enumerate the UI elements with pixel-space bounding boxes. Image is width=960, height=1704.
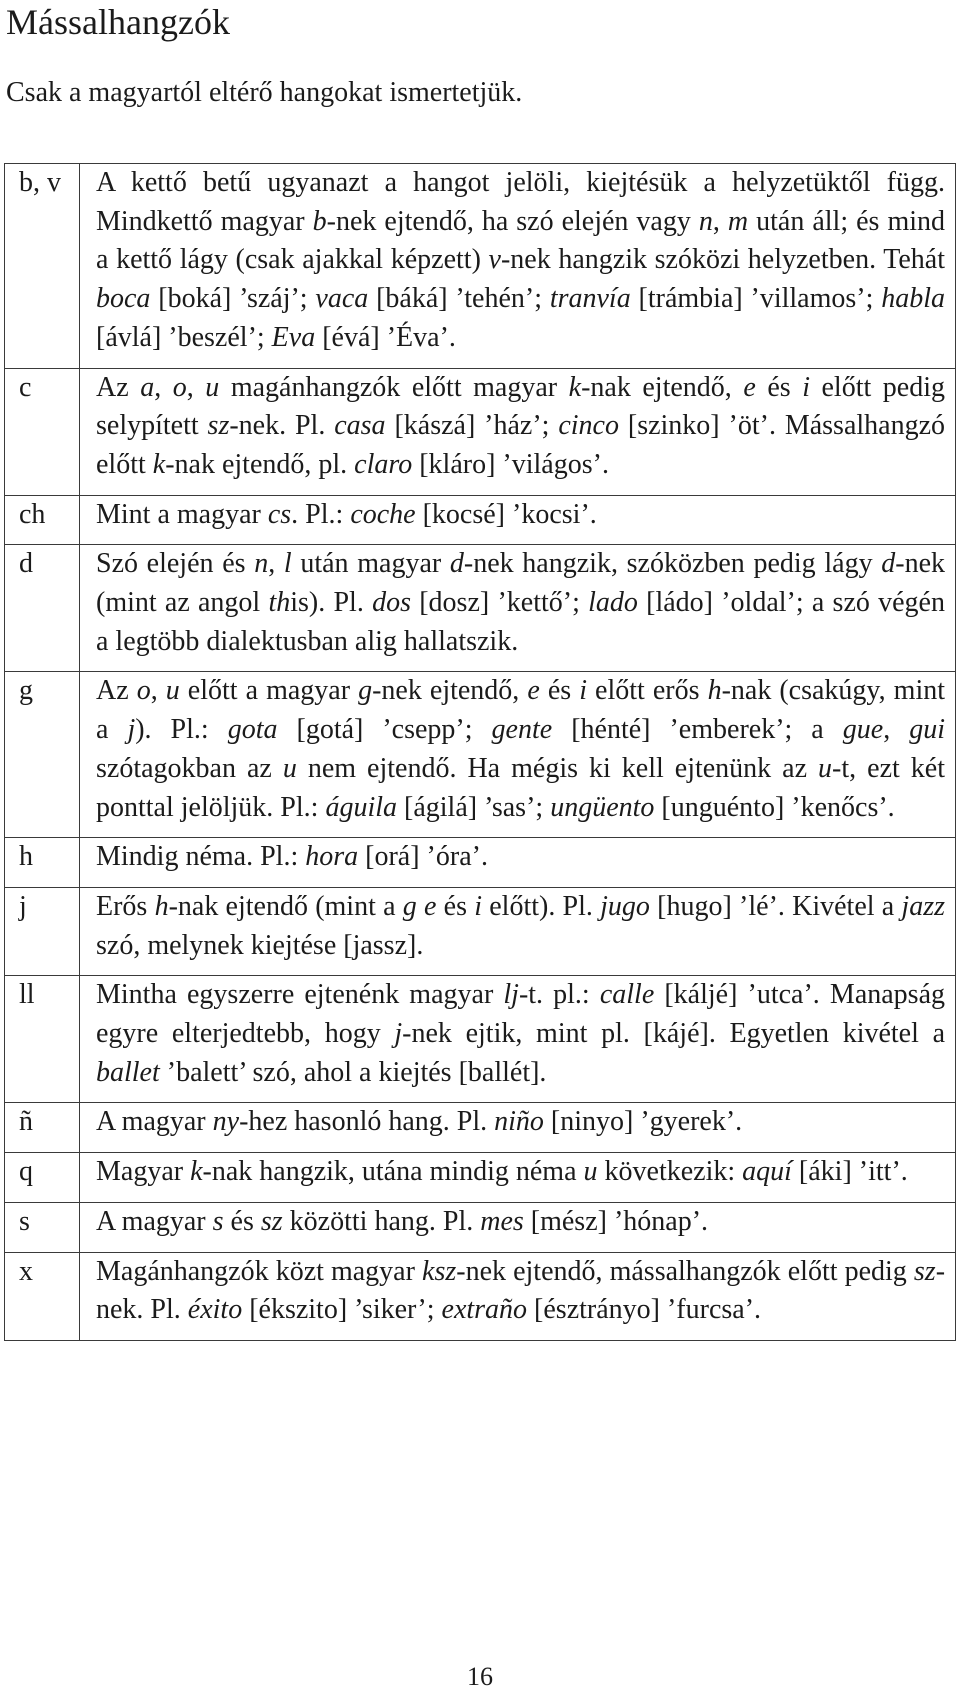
example-word: dos: [372, 587, 411, 619]
description-text: -nek hangzik, szóközben pedig lágy: [463, 548, 882, 580]
example-word: cinco: [558, 410, 619, 442]
description-text: [ékszito] ’siker’;: [242, 1294, 442, 1326]
description-text: [orá] ’óra’.: [358, 841, 488, 873]
description-cell: [80, 838, 956, 888]
description-text: -t. pl.:: [518, 979, 600, 1011]
description-text: [káljé] ’utca’. Manapság egyre elterjedtebb, hogy: [96, 979, 945, 1050]
description-cell: [80, 1153, 956, 1203]
example-word: gui: [909, 714, 945, 746]
example-word: u: [818, 752, 833, 784]
description-text: előtt a magyar: [179, 675, 359, 707]
description-text: ). Pl.:: [135, 714, 228, 746]
description-text: [ávlá] ’beszél’;: [96, 321, 272, 353]
letter-cell: d: [5, 545, 80, 672]
example-word: a: [140, 371, 155, 403]
example-word: cs: [267, 498, 292, 530]
description-text: -hez hasonló hang. Pl.: [239, 1106, 495, 1138]
description-text: Szó elején és: [96, 548, 255, 580]
description-text: ,: [712, 205, 728, 237]
description-text: előtt pedig selypített: [96, 371, 946, 442]
example-word: h: [707, 675, 722, 707]
example-word: o: [136, 675, 151, 707]
description-text: [kászá] ’ház’;: [385, 410, 559, 442]
description-text: [hénté] ’emberek’; a: [552, 714, 843, 746]
example-word: n: [698, 205, 713, 237]
description-cell: [80, 887, 956, 975]
description-text: -nak ejtendő (mint a: [168, 890, 403, 922]
example-word: águila: [325, 791, 398, 823]
description-text: [ninyo] ’gyerek’.: [543, 1106, 743, 1138]
description-text: Magyar: [96, 1156, 191, 1188]
letter-cell: g: [5, 672, 80, 838]
description-text: közötti hang. Pl.: [282, 1205, 481, 1237]
example-word: sz: [207, 410, 230, 442]
description-text: [boká] ’száj’;: [150, 283, 316, 315]
letter-cell: c: [5, 368, 80, 495]
description-cell: [80, 495, 956, 545]
table-row: [5, 1202, 956, 1252]
table-row: [5, 976, 956, 1103]
letter-cell: q: [5, 1153, 80, 1203]
table-row: [5, 495, 956, 545]
table-row: [5, 1153, 956, 1203]
letter-cell: x: [5, 1252, 80, 1340]
example-word: h: [154, 890, 169, 922]
description-text: ,: [150, 675, 166, 707]
table-row: [5, 1252, 956, 1340]
letter-cell: j: [5, 887, 80, 975]
description-text: ,: [268, 548, 284, 580]
example-word: ksz: [422, 1255, 457, 1287]
description-text: és: [539, 675, 580, 707]
letter-cell: b, v: [5, 164, 80, 369]
example-word: i: [579, 675, 587, 707]
table-row: [5, 1103, 956, 1153]
letter-cell: h: [5, 838, 80, 888]
description-text: -nek hangzik szóközi helyzetben. Tehát: [500, 244, 945, 276]
description-cell: [80, 368, 956, 495]
example-word: casa: [334, 410, 386, 442]
description-text: [trámbia] ’villamos’;: [630, 283, 882, 315]
example-word: u: [205, 371, 220, 403]
description-text: után magyar: [291, 548, 450, 580]
example-word: éxito: [187, 1294, 243, 1326]
description-text: Magánhangzók közt magyar: [96, 1255, 423, 1287]
example-word: boca: [96, 283, 151, 315]
example-word: e: [743, 371, 756, 403]
page-title: Mássalhangzók: [6, 2, 230, 42]
example-word: claro: [354, 448, 413, 480]
description-text: és: [223, 1205, 261, 1237]
description-cell: [80, 976, 956, 1103]
description-text: -nek ejtendő, ha szó elején vagy: [326, 205, 699, 237]
description-cell: [80, 1103, 956, 1153]
example-word: n: [254, 548, 269, 580]
example-word: k: [152, 448, 166, 480]
description-text: [kocsé] ’kocsi’.: [415, 498, 597, 530]
example-word: i: [474, 890, 482, 922]
description-text: -t, ezt két ponttal jelöljük. Pl.:: [96, 752, 945, 823]
example-word: lado: [588, 587, 638, 619]
example-word: gente: [491, 714, 553, 746]
example-word: habla: [881, 283, 945, 315]
description-text: következik:: [597, 1156, 743, 1188]
letter-cell: s: [5, 1202, 80, 1252]
example-word: g: [358, 675, 373, 707]
letter-cell: ñ: [5, 1103, 80, 1153]
description-text: [szinko] ’öt’. Mássalhangzó előtt: [96, 410, 946, 480]
example-word: v: [488, 244, 501, 276]
description-text: -nek ejtik, mint pl. [kájé]. Egyetlen kivétel a: [402, 1018, 945, 1050]
example-word: gue: [842, 714, 884, 746]
description-text: -nek. Pl.: [229, 410, 335, 442]
example-word: s: [212, 1205, 224, 1237]
table-row: [5, 887, 956, 975]
description-cell: [80, 1202, 956, 1252]
example-word: lj: [503, 979, 519, 1011]
example-word: e: [527, 675, 540, 707]
example-word: hora: [305, 841, 359, 873]
example-word: extraño: [441, 1294, 528, 1326]
example-word: ny: [212, 1106, 240, 1138]
description-text: nem ejtendő. Ha mégis ki kell ejtenünk az: [296, 752, 819, 784]
description-cell: [80, 1252, 956, 1340]
table-row: [5, 672, 956, 838]
consonant-table: [4, 163, 956, 1341]
description-text: ,: [186, 371, 206, 403]
description-text: Erős: [96, 890, 155, 922]
description-text: [áki] ’itt’.: [791, 1156, 908, 1188]
description-text: ’balett’ szó, ahol a kiejtés [ballét].: [159, 1056, 547, 1088]
example-word: ballet: [96, 1056, 160, 1088]
table-row: [5, 545, 956, 672]
example-word: coche: [350, 498, 416, 530]
description-text: ,: [883, 714, 910, 746]
description-text: [mész] ’hónap’.: [523, 1205, 709, 1237]
description-text: . Pl.:: [291, 498, 351, 530]
example-word: tranvía: [549, 283, 631, 315]
description-text: [báká] ’tehén’;: [368, 283, 550, 315]
description-text: [dosz] ’kettő’;: [410, 587, 589, 619]
table-row: [5, 164, 956, 369]
description-text: [ládo] ’oldal’; a szó végén a legtöbb dialektusban alig hallatszik.: [96, 587, 945, 657]
description-cell: [80, 672, 956, 838]
example-word: l: [283, 548, 292, 580]
intro-text: Csak a magyartól eltérő hangokat ismertetjük.: [6, 77, 523, 108]
example-word: u: [583, 1156, 598, 1188]
description-text: -nak ejtendő, pl.: [165, 448, 355, 480]
example-word: b: [312, 205, 327, 237]
description-text: A kettő betű ugyanazt a hangot jelöli, kiejtésük a helyzetüktől függ. Mindkettő magyar: [96, 167, 945, 237]
description-cell: [80, 545, 956, 672]
example-word: jugo: [600, 890, 650, 922]
description-text: [évá] ’Éva’.: [315, 321, 456, 353]
example-word: ungüento: [550, 791, 655, 823]
example-word: k: [568, 371, 582, 403]
description-text: -nek. Pl.: [96, 1255, 946, 1326]
example-word: m: [727, 205, 749, 237]
description-text: -nak (csakúgy, mint a: [96, 675, 946, 746]
description-text: után áll; és mind a kettő lágy (csak ajakkal képzett): [96, 205, 946, 276]
example-word: jazz: [901, 890, 945, 922]
letter-cell: ch: [5, 495, 80, 545]
example-word: u: [165, 675, 180, 707]
consonant-table-body: [5, 164, 956, 1341]
page-number: 16: [467, 1662, 493, 1691]
description-text: [ágilá] ’sas’;: [397, 791, 551, 823]
example-word: o: [172, 371, 187, 403]
example-word: calle: [599, 979, 655, 1011]
description-text: A magyar: [96, 1106, 213, 1138]
description-cell: [80, 164, 956, 369]
description-text: és: [436, 890, 475, 922]
description-text: [unguénto] ’kenőcs’.: [654, 791, 895, 823]
description-text: [kláro] ’világos’.: [412, 448, 609, 480]
example-word: j: [394, 1018, 403, 1050]
description-text: Az: [96, 675, 137, 707]
description-text: [észtrányo] ’furcsa’.: [527, 1294, 762, 1326]
description-text: szótagokban az: [96, 752, 283, 784]
example-word: Eva: [271, 321, 316, 353]
example-word: aquí: [742, 1156, 792, 1188]
example-word: gota: [227, 714, 278, 746]
description-text: Mintha egyszerre ejtenénk magyar: [96, 979, 504, 1011]
table-row: [5, 838, 956, 888]
example-word: vaca: [315, 283, 369, 315]
example-word: j: [127, 714, 136, 746]
description-text: [hugo] ’lé’. Kivétel a: [649, 890, 902, 922]
example-word: d: [881, 548, 896, 580]
description-text: és: [755, 371, 803, 403]
example-word: mes: [480, 1205, 524, 1237]
description-text: A magyar: [96, 1205, 213, 1237]
description-text: -nak hangzik, utána mindig néma: [202, 1156, 584, 1188]
description-text: is). Pl.: [290, 587, 373, 619]
description-text: [gotá] ’csepp’;: [277, 714, 492, 746]
table-row: [5, 368, 956, 495]
example-word: niño: [494, 1106, 544, 1138]
description-text: Mindig néma. Pl.:: [96, 841, 306, 873]
description-text: -nek (mint az angol: [96, 548, 946, 619]
example-word: i: [802, 371, 810, 403]
description-text: ,: [154, 371, 173, 403]
description-text: -nek ejtendő,: [372, 675, 528, 707]
description-text: szó, melynek kiejtése [jassz].: [96, 929, 424, 961]
description-text: magánhangzók előtt magyar: [219, 371, 569, 403]
description-text: előtt). Pl.: [482, 890, 601, 922]
example-word: sz: [260, 1205, 283, 1237]
letter-cell: ll: [5, 976, 80, 1103]
description-text: Az: [96, 371, 141, 403]
example-word: d: [449, 548, 464, 580]
example-word: sz: [913, 1255, 936, 1287]
description-text: -nak ejtendő,: [581, 371, 744, 403]
example-word: k: [190, 1156, 203, 1188]
example-word: u: [282, 752, 297, 784]
example-word: g e: [402, 890, 437, 922]
description-text: előtt erős: [587, 675, 708, 707]
description-text: -nek ejtendő, mássalhangzók előtt pedig: [456, 1255, 914, 1287]
example-word: th: [268, 587, 291, 619]
description-text: Mint a magyar: [96, 498, 268, 530]
